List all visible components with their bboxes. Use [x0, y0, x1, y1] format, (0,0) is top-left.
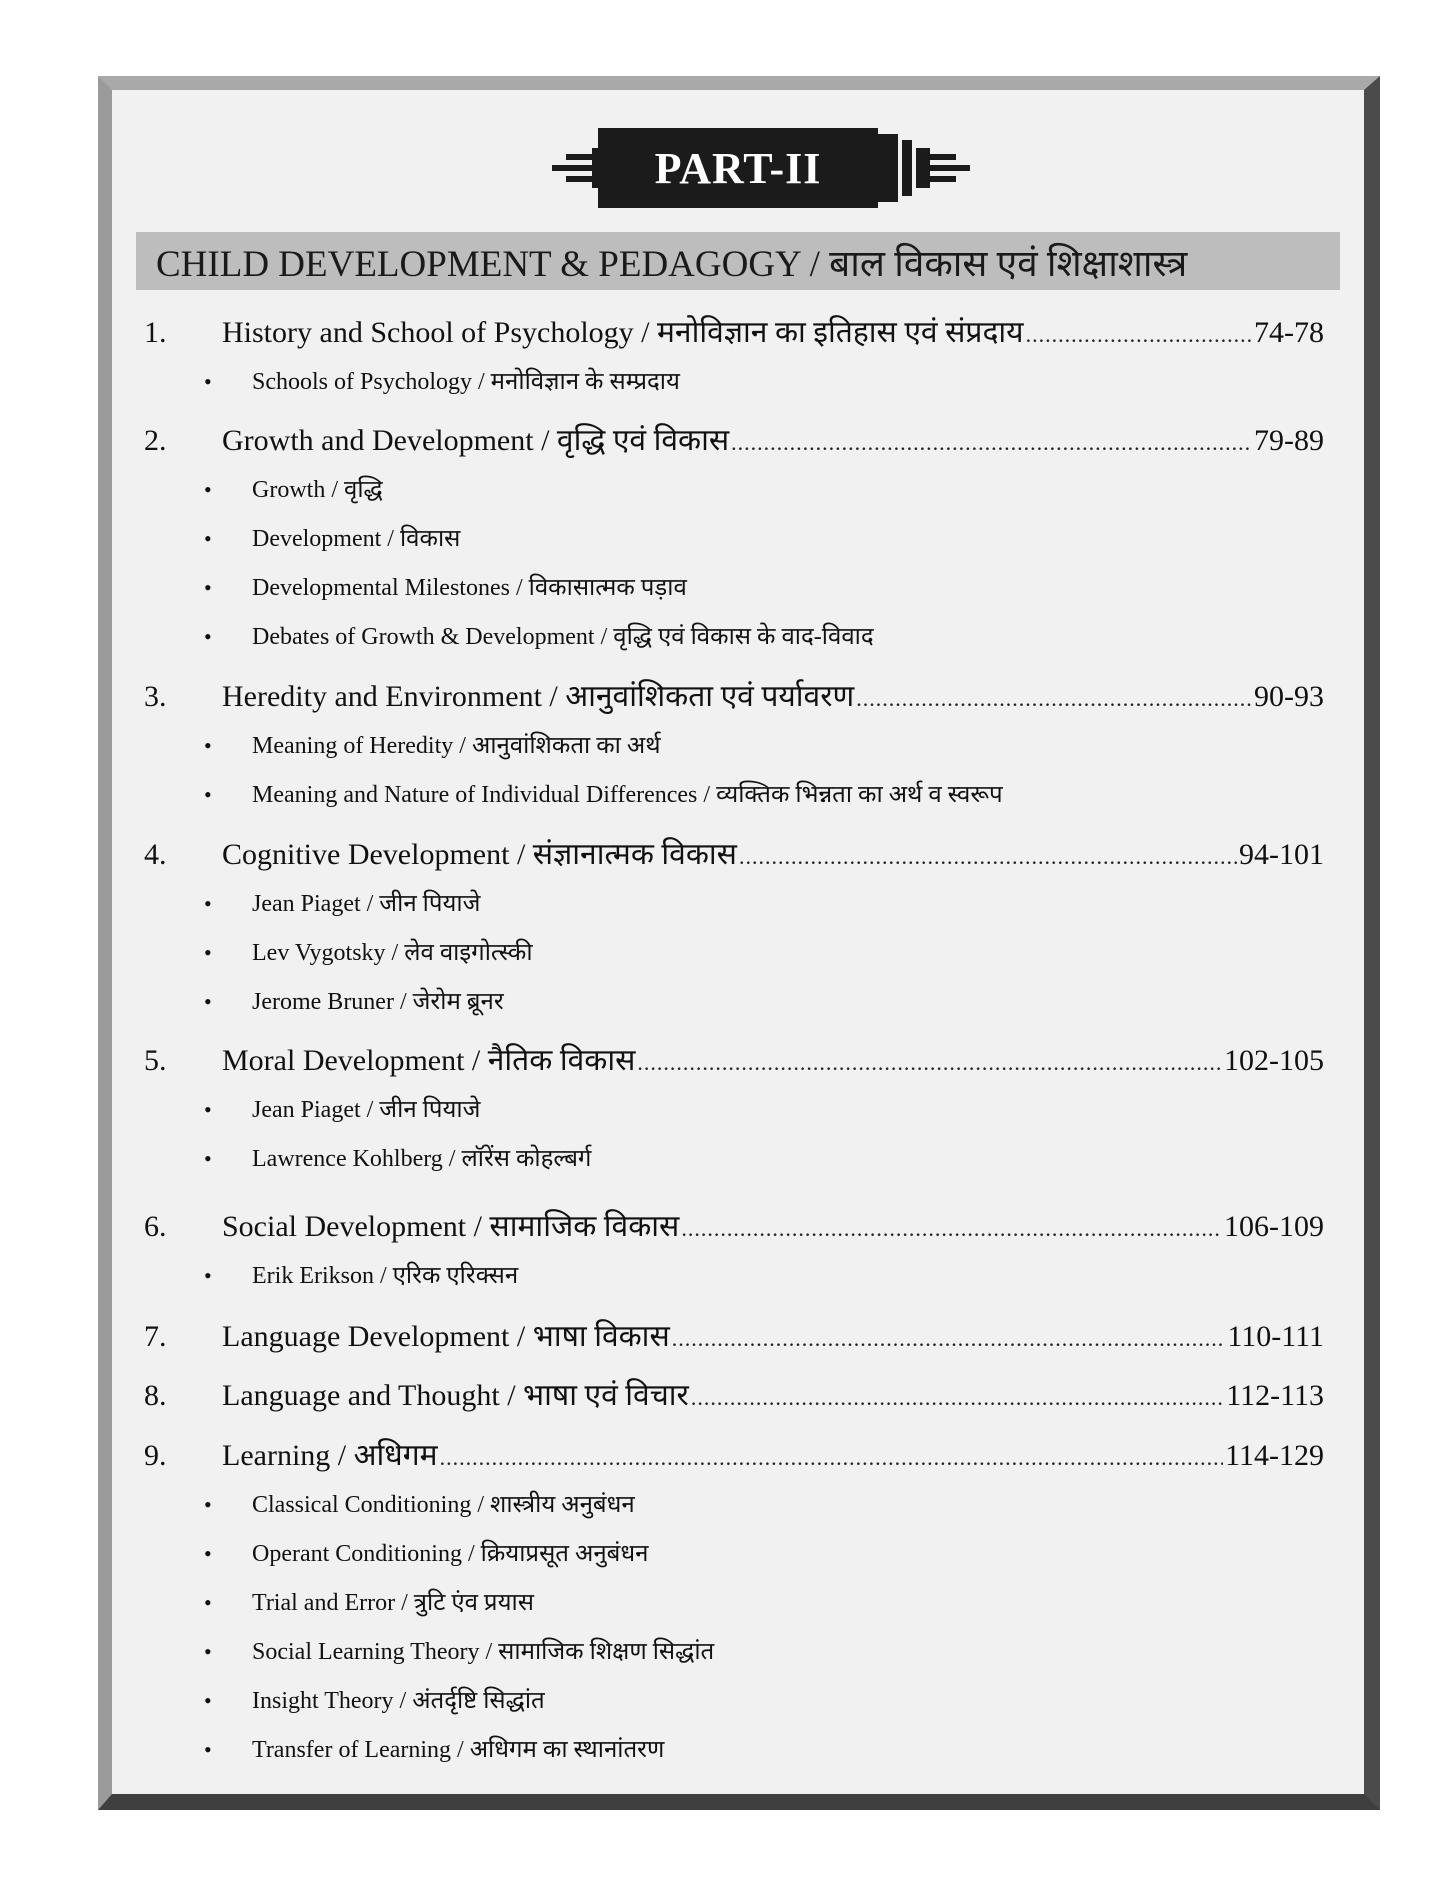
- bullet-icon: •: [204, 369, 212, 394]
- dot-leader: [637, 1050, 1222, 1076]
- subtopic-item[interactable]: [204, 935, 1324, 968]
- bullet-icon: •: [204, 733, 212, 758]
- part-label: PART-II: [598, 128, 878, 208]
- subtopic-item[interactable]: [204, 1536, 1324, 1569]
- chapter-title: Language and Thought / भाषा एवं विचार: [222, 1379, 689, 1412]
- subtopic-label: Trial and Error / त्रुटि एंव प्रयास: [252, 1590, 534, 1616]
- page-frame: [98, 76, 1380, 1810]
- subtopic-label: Transfer of Learning / अधिगम का स्थानांतरण: [252, 1737, 665, 1763]
- subtopic-label: Classical Conditioning / शास्त्रीय अनुबंधन: [252, 1492, 635, 1518]
- subtopic-item[interactable]: [204, 1732, 1324, 1765]
- subtopic-item[interactable]: [204, 728, 1324, 761]
- chapter-number: 7.: [144, 1320, 167, 1353]
- bullet-icon: •: [204, 526, 212, 551]
- subtopic-item[interactable]: [204, 521, 1324, 554]
- chapter-pages: 79-89: [1254, 424, 1324, 457]
- chapter-pages: 94-101: [1239, 838, 1324, 871]
- bullet-icon: •: [204, 1688, 212, 1713]
- bullet-icon: •: [204, 1541, 212, 1566]
- subtopic-label: Meaning of Heredity / आनुवांशिकता का अर्थ: [252, 733, 661, 759]
- chapter-title: Heredity and Environment / आनुवांशिकता एवं पर्यावरण: [222, 680, 855, 713]
- bullet-icon: •: [204, 624, 212, 649]
- bullet-icon: •: [204, 575, 212, 600]
- subtopic-item[interactable]: [204, 1683, 1324, 1716]
- dot-leader: [856, 686, 1252, 712]
- subtopic-label: Jean Piaget / जीन पियाजे: [252, 1097, 481, 1123]
- chapter-row[interactable]: [144, 832, 1324, 873]
- chapter-row[interactable]: [144, 1433, 1324, 1474]
- subtopic-item[interactable]: [204, 1092, 1324, 1125]
- chapter-title: History and School of Psychology / मनोविज्ञान का इतिहास एवं संप्रदाय: [222, 316, 1024, 349]
- subtopic-label: Schools of Psychology / मनोविज्ञान के सम्प्रदाय: [252, 369, 680, 395]
- dot-leader: [739, 844, 1237, 870]
- bullet-icon: •: [204, 940, 212, 965]
- subtopic-item[interactable]: [204, 984, 1324, 1017]
- bullet-icon: •: [204, 989, 212, 1014]
- section-title-banner: CHILD DEVELOPMENT & PEDAGOGY / बाल विकास एवं शिक्षाशास्त्र: [136, 232, 1340, 290]
- chapter-title: Cognitive Development / संज्ञानात्मक विकास: [222, 838, 737, 871]
- bullet-icon: •: [204, 1737, 212, 1762]
- subtopic-label: Insight Theory / अंतर्दृष्टि सिद्धांत: [252, 1688, 545, 1714]
- subtopic-label: Developmental Milestones / विकासात्मक पड़ाव: [252, 575, 687, 601]
- subtopic-label: Lev Vygotsky / लेव वाइगोत्स्की: [252, 940, 533, 966]
- bullet-icon: •: [204, 1590, 212, 1615]
- subtopic-label: Jerome Bruner / जेरोम ब्रूनर: [252, 989, 504, 1015]
- chapter-number: 3.: [144, 680, 167, 713]
- bullet-icon: •: [204, 1639, 212, 1664]
- bullet-icon: •: [204, 1263, 212, 1288]
- subtopic-label: Erik Erikson / एरिक एरिक्सन: [252, 1263, 519, 1289]
- bullet-icon: •: [204, 1097, 212, 1122]
- subtopic-label: Meaning and Nature of Individual Differences / व्यक्तिक भिन्नता का अर्थ व स्वरूप: [252, 782, 1003, 808]
- subtopic-item[interactable]: [204, 1585, 1324, 1618]
- chapter-title: Learning / अधिगम: [222, 1439, 438, 1472]
- dot-leader: [681, 1216, 1222, 1242]
- subtopic-item[interactable]: [204, 1487, 1324, 1520]
- chapter-row[interactable]: [144, 1038, 1324, 1079]
- right-ornament-icon: [850, 134, 970, 202]
- bullet-icon: •: [204, 1492, 212, 1517]
- subtopic-item[interactable]: [204, 1141, 1324, 1174]
- subtopic-item[interactable]: [204, 364, 1324, 397]
- chapter-row[interactable]: [144, 418, 1324, 459]
- chapter-number: 4.: [144, 838, 167, 871]
- subtopic-item[interactable]: [204, 886, 1324, 919]
- bullet-icon: •: [204, 782, 212, 807]
- chapter-number: 2.: [144, 424, 167, 457]
- chapter-pages: 106-109: [1224, 1210, 1324, 1243]
- chapter-pages: 110-111: [1227, 1320, 1324, 1353]
- bullet-icon: •: [204, 891, 212, 916]
- chapter-title: Moral Development / नैतिक विकास: [222, 1044, 636, 1077]
- subtopic-label: Operant Conditioning / क्रियाप्रसूत अनुबंधन: [252, 1541, 649, 1567]
- chapter-row[interactable]: [144, 674, 1324, 715]
- chapter-pages: 102-105: [1224, 1044, 1324, 1077]
- subtopic-label: Jean Piaget / जीन पियाजे: [252, 891, 481, 917]
- chapter-pages: 112-113: [1226, 1379, 1324, 1412]
- chapter-number: 9.: [144, 1439, 167, 1472]
- subtopic-item[interactable]: [204, 777, 1324, 810]
- chapter-row[interactable]: [144, 310, 1324, 351]
- dot-leader: [672, 1326, 1226, 1352]
- part-heading: [112, 128, 1364, 208]
- chapter-number: 1.: [144, 316, 167, 349]
- dot-leader: [1026, 322, 1252, 348]
- bullet-icon: •: [204, 1146, 212, 1171]
- subtopic-label: Debates of Growth & Development / वृद्धि एवं विकास के वाद-विवाद: [252, 624, 874, 650]
- chapter-number: 5.: [144, 1044, 167, 1077]
- chapter-pages: 90-93: [1254, 680, 1324, 713]
- dot-leader: [440, 1445, 1224, 1471]
- chapter-pages: 74-78: [1254, 316, 1324, 349]
- dot-leader: [691, 1385, 1224, 1411]
- chapter-pages: 114-129: [1225, 1439, 1324, 1472]
- chapter-row[interactable]: [144, 1314, 1324, 1355]
- dot-leader: [731, 430, 1252, 456]
- subtopic-label: Social Learning Theory / सामाजिक शिक्षण सिद्धांत: [252, 1639, 715, 1665]
- subtopic-item[interactable]: [204, 472, 1324, 505]
- bullet-icon: •: [204, 477, 212, 502]
- chapter-title: Growth and Development / वृद्धि एवं विकास: [222, 424, 730, 457]
- subtopic-item[interactable]: [204, 619, 1324, 652]
- chapter-number: 8.: [144, 1379, 167, 1412]
- subtopic-label: Growth / वृद्धि: [252, 477, 383, 503]
- subtopic-label: Development / विकास: [252, 526, 461, 552]
- subtopic-item[interactable]: [204, 1258, 1324, 1291]
- subtopic-item[interactable]: [204, 570, 1324, 603]
- chapter-row[interactable]: [144, 1373, 1324, 1414]
- subtopic-item[interactable]: [204, 1634, 1324, 1667]
- chapter-number: 6.: [144, 1210, 167, 1243]
- chapter-row[interactable]: [144, 1204, 1324, 1245]
- chapter-title: Social Development / सामाजिक विकास: [222, 1210, 680, 1243]
- chapter-title: Language Development / भाषा विकास: [222, 1320, 670, 1353]
- subtopic-label: Lawrence Kohlberg / लॉरेंस कोहल्बर्ग: [252, 1146, 592, 1172]
